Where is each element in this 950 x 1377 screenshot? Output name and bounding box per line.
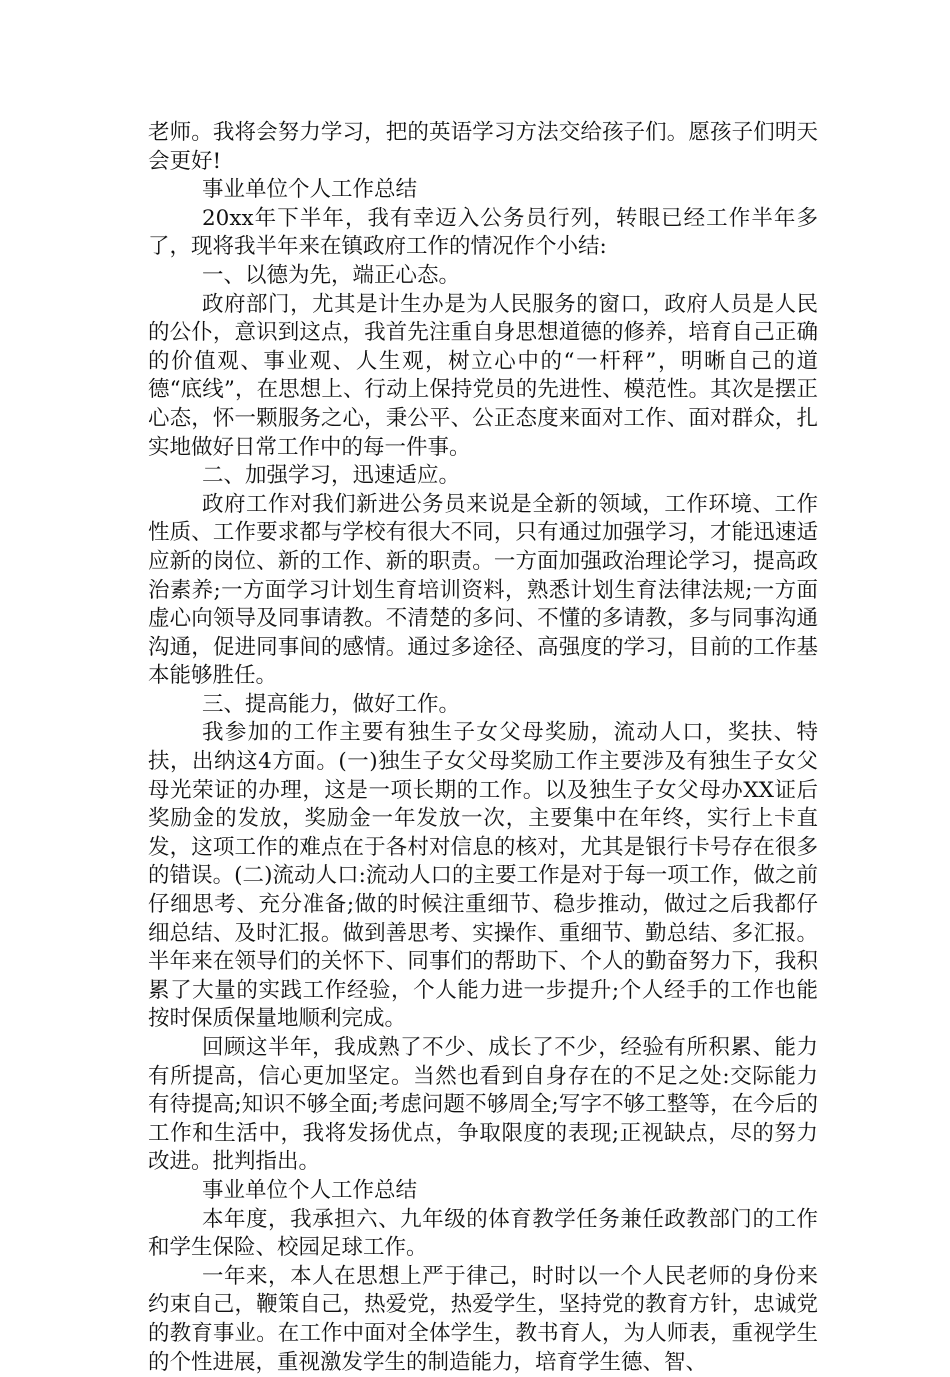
heading-2: 二、加强学习，迅速适应。 [202, 463, 461, 489]
paragraph: 政府部门，尤其是计生办是为人民服务的窗口，政府人员是人民的公仆，意识到这点，我首先注重自身思想道德的修养，培育自己正确的价值观、事业观、人生观，树立心中的“一杆秤”，明晰自己的道德“底线”，在思想上、行动上保持党员的先进性、模范性。其次是摆正心态，怀一颗服务之心，秉公平、公正态度来面对工作、面对群众，扎实地做好日常工作中的每一件事。 [148, 291, 818, 460]
paragraph: 我参加的工作主要有独生子女父母奖励，流动人口，奖扶、特扶，出纳这4方面。(一)独生子女父母奖励工作主要涉及有独生子女父母光荣证的办理，这是一项长期的工作。以及独生子女父母办XX证后奖励金的发放，奖励金一年发放一次，主要集中在年终，实行上卡直发，这项工作的难点在于各村对信息的核对，尤其是银行卡号存在很多的错误。(二)流动人口:流动人口的主要工作是对于每一项工作，做之前仔细思考、充分准备;做的时候注重细节、稳步推动，做过之后我都仔细总结、及时汇报。做到善思考、实操作、重细节、勤总结、多汇报。半年来在领导们的关怀下、同事们的帮助下、个人的勤奋努力下，我积累了大量的实践工作经验，个人能力进一步提升;个人经手的工作也能按时保质保量地顺利完成。 [148, 720, 818, 1032]
document-body [148, 119, 818, 1377]
section-title: 事业单位个人工作总结 [202, 177, 418, 203]
paragraph: 一年来，本人在思想上严于律己，时时以一个人民老师的身份来约束自己，鞭策自己，热爱党，热爱学生，坚持党的教育方针，忠诚党的教育事业。在工作中面对全体学生，教书育人，为人师表，重视学生的个性进展，重视激发学生的制造能力，培育学生德、智、 [148, 1263, 818, 1375]
paragraph: 20xx年下半年，我有幸迈入公务员行列，转眼已经工作半年多了，现将我半年来在镇政府工作的情况作个小结: [148, 205, 818, 260]
paragraph: 本年度，我承担六、九年级的体育教学任务兼任政教部门的工作和学生保险、校园足球工作。 [148, 1206, 818, 1261]
section-title: 事业单位个人工作总结 [202, 1177, 418, 1203]
paragraph: 政府工作对我们新进公务员来说是全新的领域，工作环境、工作性质、工作要求都与学校有很大不同，只有通过加强学习，才能迅速适应新的岗位、新的工作、新的职责。一方面加强政治理论学习，提高政治素养;一方面学习计划生育培训资料，熟悉计划生育法律法规;一方面虚心向领导及同事请教。不清楚的多问、不懂的多请教，多与同事沟通沟通，促进同事间的感情。通过多途径、高强度的学习，目前的工作基本能够胜任。 [148, 491, 818, 689]
paragraph: 回顾这半年，我成熟了不少、成长了不少，经验有所积累、能力有所提高，信心更加坚定。当然也看到自身存在的不足之处:交际能力有待提高;知识不够全面;考虑问题不够周全;写字不够工整等，在今后的工作和生活中，我将发扬优点，争取限度的表现;正视缺点，尽的努力改进。批判指出。 [148, 1035, 818, 1175]
heading-3: 三、提高能力，做好工作。 [202, 691, 461, 717]
paragraph-continuation: 老师。我将会努力学习，把的英语学习方法交给孩子们。愿孩子们明天会更好! [148, 120, 818, 174]
heading-1: 一、以德为先，端正心态。 [202, 262, 461, 288]
